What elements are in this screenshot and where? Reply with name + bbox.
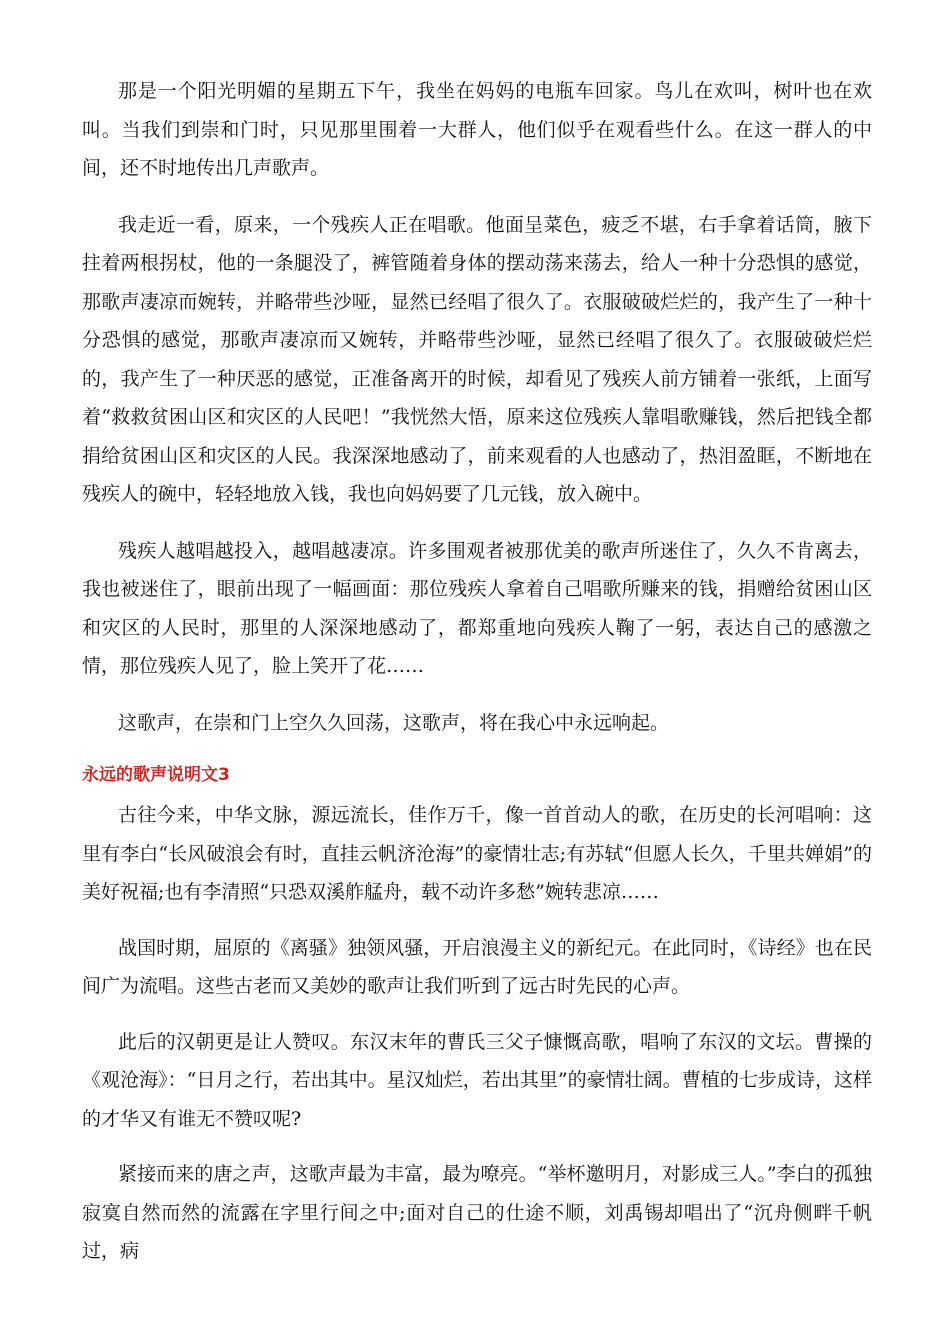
document-body [82, 72, 872, 1288]
section-heading: 永远的歌声说明文3 [82, 765, 230, 785]
paragraph: 此后的汉朝更是让人赞叹。东汉末年的曹氏三父子慷慨高歌，唱响了东汉的文坛。曹操的《观沧海》：“日月之行，若出其中。星汉灿烂，若出其里”的豪情壮阔。曹植的七步成诗，这样的才华又有谁无不赞叹呢? [82, 1030, 872, 1130]
article-section-story [82, 72, 872, 742]
paragraph: 这歌声，在崇和门上空久久回荡，这歌声，将在我心中永远响起。 [118, 711, 670, 734]
paragraph: 战国时期，屈原的《离骚》独领风骚，开启浪漫主义的新纪元。在此同时，《诗经》也在民间广为流唱。这些古老而又美妙的歌声让我们听到了远古时先民的心声。 [82, 936, 872, 997]
paragraph: 我走近一看，原来，一个残疾人正在唱歌。他面呈菜色，疲乏不堪，右手拿着话筒，腋下拄着两根拐杖，他的一条腿没了，裤管随着身体的摆动荡来荡去，给人一种十分恐惧的感觉，那歌声凄凉而婉转，并略带些沙哑，显然已经唱了很久了。衣服破破烂烂的，我产生了一种十分恐惧的感觉，那歌声凄凉而又婉转，并略带些沙哑，显然已经唱了很久了。衣服破破烂烂的，我产生了一种厌恶的感觉，正准备离开的时候，却看见了残疾人前方铺着一张纸，上面写着“救救贫困山区和灾区的人民吧！”我恍然大悟，原来这位残疾人靠唱歌赚钱，然后把钱全都捐给贫困山区和灾区的人民。我深深地感动了，前来观看的人也感动了，热泪盈眶，不断地在残疾人的碗中，轻轻地放入钱，我也向妈妈要了几元钱，放入碗中。 [82, 213, 872, 505]
paragraph: 那是一个阳光明媚的星期五下午，我坐在妈妈的电瓶车回家。鸟儿在欢叫，树叶也在欢叫。当我们到崇和门时，只见那里围着一大群人，他们似乎在观看些什么。在这一群人的中间，还不时地传出几声歌声。 [82, 80, 872, 179]
paragraph: 紧接而来的唐之声，这歌声最为丰富，最为嘹亮。“举杯邀明月，对影成三人。”李白的孤独寂寞自然而然的流露在字里行间之中;面对自己的仕途不顺，刘禹锡却唱出了“沉舟侧畔千帆过，病 [82, 1163, 872, 1262]
article-section-essay [82, 796, 872, 1271]
paragraph: 古往今来，中华文脉，源远流长，佳作万千，像一首首动人的歌，在历史的长河唱响：这里有李白“长风破浪会有时，直挂云帆济沧海”的豪情壮志;有苏轼“但愿人长久，千里共婵娟”的美好祝福;也有李清照“只恐双溪舴艋舟，载不动许多愁”婉转悲凉…… [82, 804, 872, 903]
paragraph: 残疾人越唱越投入，越唱越凄凉。许多围观者被那优美的歌声所迷住了，久久不肯离去，我也被迷住了，眼前出现了一幅画面：那位残疾人拿着自己唱歌所赚来的钱，捐赠给贫困山区和灾区的人民时，那里的人深深地感动了，都郑重地向残疾人鞠了一躬，表达自己的感激之情，那位残疾人见了，脸上笑开了花…… [82, 539, 872, 677]
